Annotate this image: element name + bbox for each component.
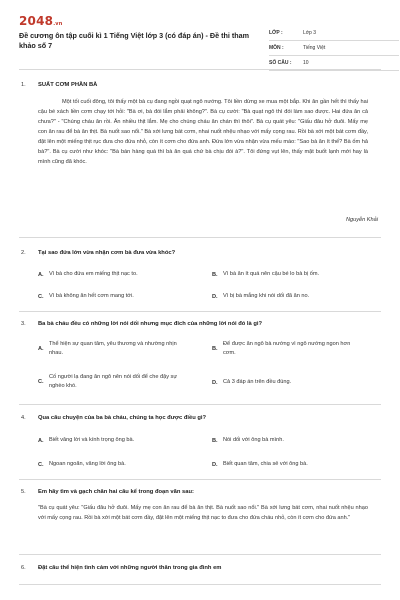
option-letter: B. (212, 346, 218, 352)
question-text: Đặt câu thể hiện tình cảm với những người thân trong gia đình em (38, 565, 222, 571)
answer-option[interactable] (212, 292, 309, 301)
meta-label: SỐ CÂU : (269, 60, 292, 66)
option-text: Nói dối với ông bà mình. (223, 437, 284, 443)
answer-option[interactable] (38, 270, 138, 279)
option-text: Vì bà ăn ít quá nên cậu bé lo bà bị ốm. (223, 271, 320, 277)
question-number: 2. (21, 250, 26, 256)
option-letter: B. (212, 437, 218, 444)
logo-main: 2048 (19, 14, 54, 28)
option-letter: D. (212, 461, 218, 468)
option-text: Biết vâng lời và kính trọng ông bà. (49, 437, 135, 443)
divider (19, 554, 381, 555)
option-letter: A. (38, 271, 44, 278)
document-title: Đề cương ôn tập cuối kì 1 Tiếng Việt lớp 3 (có đáp án) - Đề thi tham khảo số 7 (19, 31, 250, 50)
option-letter: C. (38, 461, 44, 468)
meta-row-class (269, 26, 399, 41)
answer-option[interactable] (212, 340, 362, 358)
option-letter: A. (38, 346, 44, 352)
answer-option[interactable] (38, 292, 134, 301)
option-letter: D. (212, 379, 218, 386)
option-text: Vì bị bà mắng khi nói dối đã ăn no. (223, 293, 310, 299)
logo-suffix: .vn (53, 21, 63, 27)
answer-option[interactable] (38, 340, 188, 358)
question-number: 3. (21, 321, 26, 327)
option-letter: A. (38, 437, 44, 444)
passage-author: Nguyễn Khải (345, 217, 378, 223)
meta-value: Tiếng Việt (303, 45, 326, 51)
question-title: SUẤT CƠM PHẦN BÀ (38, 82, 98, 88)
option-text: Ngoan ngoãn, vâng lời ông bà. (49, 461, 126, 467)
answer-option[interactable] (38, 436, 134, 445)
option-letter: D. (212, 293, 218, 300)
divider (19, 311, 381, 312)
underline-passage: "Bà cụ quát yêu: "Giấu đâu hở đuôi. Mấy mẹ con ăn rau để bà ăn thịt. Bà nuốt sao nổi." Bà xới lưng bát cơm, nhai nuốt nhệu nhạo với mấy cọng rau. Rồi bà xới một bát cơm đầy, đặt lên một miếng thịt nạc to đưa cho đứa cháu nhỏ, còn ít cơm cho đứa anh." (38, 505, 368, 521)
answer-option[interactable] (212, 270, 319, 279)
question-text: Em hãy tìm và gạch chân hai câu kể trong đoạn văn sau: (38, 489, 194, 495)
divider (19, 237, 381, 238)
meta-row-subject (269, 41, 399, 56)
option-text: Để được ăn ngô bà nướng vì ngô nướng ngon hơn cơm. (223, 341, 351, 356)
divider (19, 69, 381, 70)
question-text: Ba bà cháu đều có những lời nói dối nhưng mục đích của những lời nói đó là gì? (38, 321, 263, 327)
divider (19, 584, 381, 585)
option-letter: B. (212, 271, 218, 278)
meta-value: 10 (303, 60, 309, 66)
option-text: Cả 3 đáp án trên đều đúng. (223, 379, 292, 385)
answer-option[interactable] (38, 373, 188, 391)
question-number: 1. (21, 82, 26, 88)
question-number: 6. (21, 565, 26, 571)
question-number: 4. (21, 415, 26, 421)
divider (19, 404, 381, 405)
option-letter: C. (38, 293, 44, 300)
question-number: 5. (21, 489, 26, 495)
option-text: Vì bà không ăn hết cơm mang tới. (49, 293, 134, 299)
reading-passage: Một tối cuối đông, tôi thấy một bà cụ đang ngồi quạt ngô nướng. Tôi liền dừng xe mua một bắp. Khi ăn gần hết thì thấy hai cậu bé xách liền cơm chạy tới hỏi: "Bà ơi, bà đói lắm phải không?". Bà cụ cười: "Bà quạt ngô thì đói làm sao được. Hai đứa ăn cả chưa?" - "Chúng cháu ăn rồi. Ăn nhiều thịt lắm. Mẹ cho chúng cháu ăn chán thì thôi". Bà cụ quát yêu: "Giấu đâu hở đuôi. Mấy mẹ con ăn rau để bà ăn thịt. Bà nuốt sao nổi." Bà xới lưng bát cơm, nhai nuốt nhệu nhạo với mấy cọng rau. Rồi bà xới một bát cơm đầy, đặt lên một miếng thịt rục đưa cho đứa nhỏ, còn ít cơm cho đứa anh. Đứa lớn vừa nhận vừa mếu máo: "Sao bà ăn ít thế? Bà ốm hả bà?". Bà cụ cười như khóc: "Bà bán hàng quá thì bà ăn quá chứ bà chịu đói à?". Tôi đứng vụt lên, thấy mặt buốt lạnh mới hay là mình cũng đã khóc. (38, 99, 368, 165)
option-text: Thể hiện sự quan tâm, yêu thương và nhường nhịn nhau. (49, 341, 177, 356)
answer-option[interactable] (212, 460, 308, 469)
option-letter: C. (38, 379, 44, 385)
question-text: Qua câu chuyện của ba bà cháu, chúng ta học được điều gì? (38, 415, 207, 421)
option-text: Vì bà cho đứa em miếng thịt nạc to. (49, 271, 138, 277)
meta-value: Lớp 3 (303, 30, 317, 36)
site-logo[interactable] (19, 14, 63, 28)
option-text: Biết quan tâm, chia sẻ với ông bà. (223, 461, 308, 467)
meta-table (269, 26, 399, 71)
option-text: Cố người lạ đang ăn ngô nên nói dối để che đậy sự nghèo khó. (49, 374, 178, 389)
divider (19, 479, 381, 480)
question-text: Tại sao đứa lớn vừa nhận cơm bà đưa vừa khóc? (38, 250, 176, 256)
meta-label: MÔN : (269, 45, 284, 51)
answer-option[interactable] (212, 378, 362, 387)
answer-option[interactable] (212, 436, 284, 445)
meta-label: LỚP : (269, 30, 283, 36)
answer-option[interactable] (38, 460, 126, 469)
